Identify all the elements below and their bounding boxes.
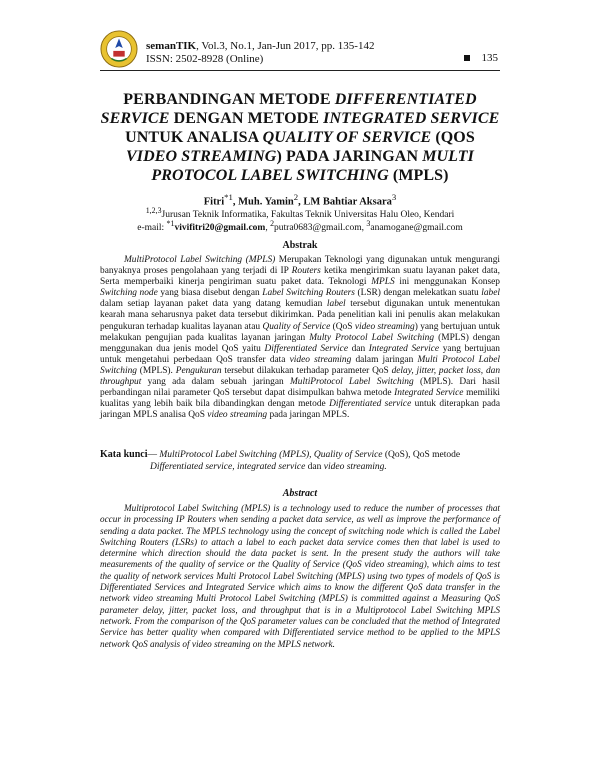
- abstract-heading: Abstract: [282, 488, 318, 499]
- square-bullet-icon: [464, 55, 470, 61]
- journal-header: [146, 40, 374, 66]
- abstrak-body: MultiProtocol Label Switching (MPLS) Merupakan Teknologi yang digunakan untuk mengurangi banyaknya proses pengolahaan yang terjadi di IP Routers ketika mengirimkan suatu layanan paket data, Serta memperbaiki kinerja pengiriman suatu paket data. Teknologi MPLS ini menggunakan Konsep Switching node yang biasa disebut dengan Label Switching Routers (LSR) dengan melekatkan suatu label dalam setiap layanan paket data yang datang kemudian label tersebut digunakan untuk menentukan kearah mana seharusnya paket data tersebut dikirimkan. Pada penelitian kali ini penulis akan melakukan pengukuran terhadap kualitas layanan atau Quality of Service (QoS video streaming) yang bertujuan untuk melakukan pengujian pada kualitas layanan jaringan Multy Protocol Label Switching (MPLS) dengan menggunakan dua jenis model QoS yaitu Differentiated Service dan Integrated Service yang bertujuan untuk mengetahui perbedaan QoS transfer data video streaming dalam jaringan Multi Protocol Label Switching (MPLS). Pengukuran tersebut dilakukan terhadap parameter QoS delay, jitter, packet loss, dan throughput yang ada dalam sebuah jaringan MultiProtocol Label Switching (MPLS). Dari hasil perbandingan nilai parameter QoS tersebut dapat disimpulkan bahwa metode Integrated Service memiliki kualitas yang lebih baik bila dibandingkan dengan metode Differentiated service untuk diterapkan pada jaringan MPLS analisa QoS video streaming pada jaringan MPLS.: [100, 255, 501, 421]
- abstract-body: Multiprotocol Label Switching (MPLS) is a technology used to reduce the number of processes that occur in processing IP Routers when sending a packet data service, as well as improve the performance of sending a data packet. The MPLS technology using the concept of switching node which is called the Label Switching Routers (LSRs) to attach a label to each packet data service comes then that label is used to determine which direction should the data packet is sent. In the present study the authors will take measurements of the quality of service or the Quality of Service (QoS video streaming), which aims to test the quality of network services Multi Protocol Label Switching (MPLS) using two types of models of QoS is Differentiated Services and Integrated Service which aims to know the different QoS data transfer in the network video streaming Multi Protocol Label Switching (MPLS) is committed against a Measuring QoS parameter delay, jitter, packet loss, and throughput that is in a Multiprotocol Label Switching MPLS network. From the comparison of the QoS parameter values can be concluded that the method of Integrated Service has better quality when compared with Differentiated service method to be applied to the MPLS network QoS analysis of video streaming on the MPLS network.: [100, 503, 500, 649]
- affiliation: $^{1,2,3}$Jurusan Teknik Informatika, Fakultas Teknik Universitas Halu Oleo, Kendari: [145, 206, 455, 221]
- author-list: Fitri$^{*1}$, Muh. Yamin$^2$, LM Bahtiar Aksara$^3$: [203, 192, 397, 208]
- journal-issn: ISSN: 2502-8928 (Online): [146, 53, 264, 65]
- header-rule: [100, 70, 500, 71]
- keywords-label: Kata kunci: [100, 449, 148, 460]
- university-logo-icon: [100, 30, 138, 68]
- keywords: Kata kunci— MultiProtocol Label Switching (MPLS), Quality of Service (QoS), QoS metode Differentiated service, integrated service dan video streaming.: [100, 449, 461, 472]
- paper-title: PERBANDINGAN METODE DIFFERENTIATED SERVICE DENGAN METODE INTEGRATED SERVICE UNTUK ANALISA QUALITY OF SERVICE (QOS VIDEO STREAMING) PADA JARINGAN MULTI PROTOCOL LABEL SWITCHING (MPLS): [100, 91, 500, 184]
- page-number: 135: [464, 52, 499, 64]
- journal-name: semanTIK: [146, 40, 197, 52]
- abstrak-heading: Abstrak: [282, 240, 318, 251]
- journal-citation: , Vol.3, No.1, Jan-Jun 2017, pp. 135-142: [196, 40, 375, 52]
- author-emails: e-mail: $^{*1}$vivifitri20@gmail.com, $^2$putra0683@gmail.com, $^3$anamogane@gmail.com: [137, 219, 463, 234]
